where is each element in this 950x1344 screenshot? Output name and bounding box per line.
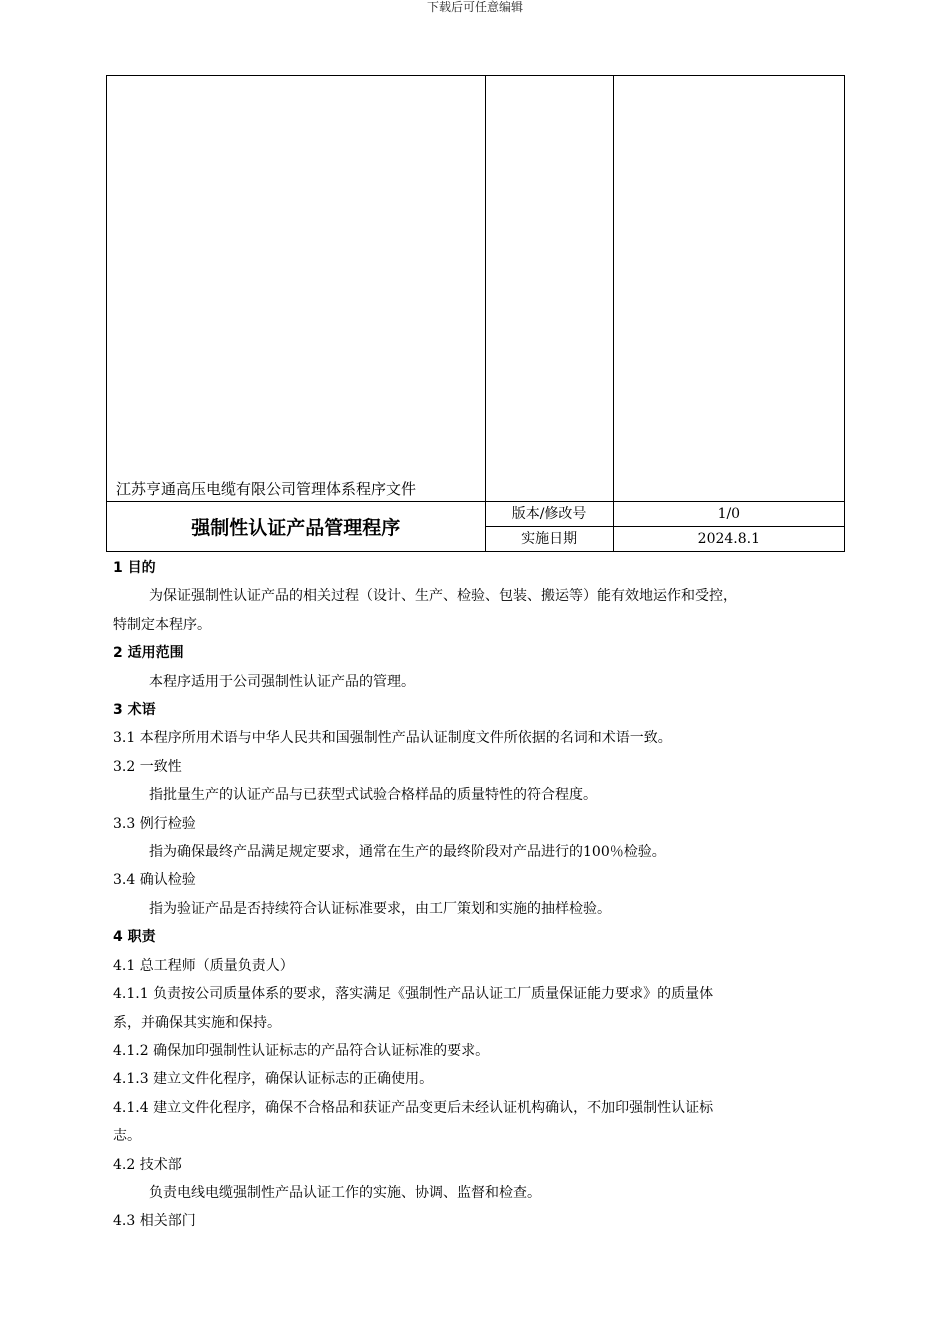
paragraph: 4.1.3 建立文件化程序，确保认证标志的正确使用。 — [113, 1071, 434, 1088]
paragraph: 指为验证产品是否持续符合认证标准要求，由工厂策划和实施的抽样检验。 — [149, 900, 611, 917]
date-value: 2024.8.1 — [613, 527, 844, 552]
subsection-heading: 4.3 相关部门 — [113, 1213, 196, 1230]
paragraph: 负责电线电缆强制性产品认证工作的实施、协调、监督和检查。 — [149, 1184, 541, 1201]
paragraph: 本程序适用于公司强制性认证产品的管理。 — [149, 673, 415, 690]
paragraph: 系，并确保其实施和保持。 — [113, 1014, 281, 1031]
subsection-heading: 3.3 例行检验 — [113, 815, 196, 832]
paragraph: 为保证强制性认证产品的相关过程（设计、生产、检验、包装、搬运等）能有效地运作和受控， — [149, 588, 737, 605]
document-header-table — [106, 75, 845, 552]
date-label: 实施日期 — [485, 527, 613, 552]
paragraph: 3.1 本程序所用术语与中华人民共和国强制性产品认证制度文件所依据的名词和术语一致。 — [113, 730, 672, 747]
watermark-text: 下载后可任意编辑 — [426, 0, 523, 14]
header-blank-cell — [613, 76, 844, 502]
section-heading: 2 适用范围 — [113, 645, 184, 662]
paragraph: 指批量生产的认证产品与已获型式试验合格样品的质量特性的符合程度。 — [149, 787, 597, 804]
paragraph: 志。 — [113, 1128, 141, 1145]
section-heading: 3 术语 — [113, 702, 156, 719]
section-heading: 1 目的 — [113, 560, 156, 576]
section-heading: 4 职责 — [113, 929, 156, 946]
paragraph: 4.1.4 建立文件化程序，确保不合格品和获证产品变更后未经认证机构确认，不加印强制性认证标 — [113, 1099, 714, 1116]
subsection-heading: 3.2 一致性 — [113, 758, 182, 775]
subsection-heading: 4.2 技术部 — [113, 1156, 182, 1173]
header-blank-cell — [485, 76, 613, 502]
paragraph: 特制定本程序。 — [113, 616, 211, 633]
paragraph: 4.1.1 负责按公司质量体系的要求，落实满足《强制性产品认证工厂质量保证能力要求》的质量体 — [113, 986, 714, 1003]
subsection-heading: 3.4 确认检验 — [113, 872, 196, 889]
subsection-heading: 4.1 总工程师（质量负责人） — [113, 957, 294, 974]
company-name: 江苏亨通高压电缆有限公司管理体系程序文件 — [107, 76, 486, 502]
document-title: 强制性认证产品管理程序 — [107, 502, 486, 552]
version-label: 版本/修改号 — [485, 502, 613, 527]
paragraph: 指为确保最终产品满足规定要求，通常在生产的最终阶段对产品进行的100％检验。 — [149, 844, 666, 861]
document-body — [113, 554, 848, 1236]
version-value: 1/0 — [613, 502, 844, 527]
paragraph: 4.1.2 确保加印强制性认证标志的产品符合认证标准的要求。 — [113, 1042, 490, 1059]
